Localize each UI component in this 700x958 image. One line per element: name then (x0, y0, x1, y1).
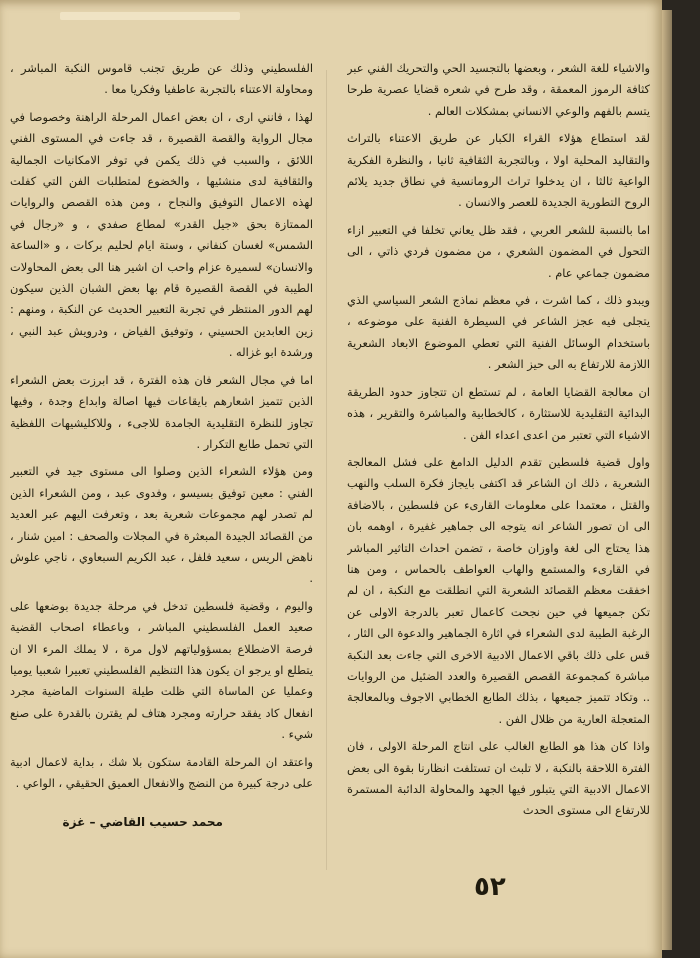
author-signature: محمد حسيب القاضي – غزة (62, 815, 223, 830)
paper-tab-strip (60, 12, 240, 20)
article-columns (10, 58, 650, 898)
paragraph: واليوم ، وقضية فلسطين تدخل في مرحلة جديدة بوضعها على صعيد العمل الفلسطيني المباشر ، وباعطاء اصحاب القضية فرصة الاضطلاع بمسؤولياتهم لاول مرة ، لا يملك المرء الا ان يتطلع او يرجو ان يكون هذا التنظيم الفلسطيني تعبيرا شعبيا يوميا وعمليا عن الماساة التي ظلت طيلة السنوات الماضية مجرد انفعال كاد يفقد حرارته ومجرد هتاف لم يقترن بالقدرة على صنع شيء . (10, 598, 313, 742)
paragraph: واذا كان هذا هو الطابع الغالب على انتاج المرحلة الاولى ، فان الفترة اللاحقة بالنكبة ، لا تلبث ان تستلفت انظارنا بقوة الى بعض الاعمال الادبية التي يتبلور فيها الجهد والمحاولة الدائبة المستمرة للارتفاع الى مستوى الحدث (347, 739, 650, 818)
paragraph: لقد استطاع هؤلاء القراء الكبار عن طريق الاعتناء بالتراث والتقاليد المحلية اولا ، وبالتجربة الثقافية ثانيا ، والنظرة الفكرية الواعية ثالثا ، ان يدخلوا تراث الرومانسية في نطاق جديد يلائم الروح التطورية الجديدة للعصر والانسان . (347, 131, 650, 210)
page-number: ٥٢ (474, 872, 506, 902)
paragraph: واول قضية فلسطين تقدم الدليل الدامغ على فشل المعالجة الشعرية ، ذلك ان الشاعر قد اكتفى بايجاز فكرة السلب والنهب والقتل ، معتمدا على معلومات القارىء عن فلسطين ، بالاضافة الى ان تصور الشاعر انه يتوجه الى جماهير غفيرة ، اوهمه بان هذا يحتاج الى لغة واوزان خاصة ، تضمن احداث التاثير المباشر في القارىء والمستمع والهاب العواطف بالحماس ، ومن هنا اخفقت معظم القصائد الشعرية التي انطلقت مع النكبة ، ان لم تكن جميعها في حين نجحت كاعمال تعبر بالدرجة الاولى عن الرغبة الطيبة لدى الشعراء في اثارة الجماهير والدعوة الى الثار ، قس على ذلك باقي الاعمال الادبية الاخرى التي جاءت بعد النكبة مباشرة كمجموعة القصص القصيرة والعدد الضئيل من الروايات .. وتكاد تتميز جميعها ، بذلك الطابع الخطابي الاجوف وبالمعالجة المتعجلة العارية من ظلال الفن . (347, 454, 650, 726)
paragraph: الفلسطيني وذلك عن طريق تجنب قاموس النكبة المباشر ، ومحاولة الاعتناء بالتجربة عاطفيا وفكريا معا . (10, 61, 313, 97)
paragraph: ويبدو ذلك ، كما اشرت ، في معظم نماذج الشعر السياسي الذي يتجلى فيه عجز الشاعر في السيطرة الفنية على موضوعه ، باستخدام الوسائل الفنية التي تعطي الموضوع الابعاد الشعرية اللازمة للارتفاع به الى حيز الشعر . (347, 293, 650, 372)
paragraph: والاشياء للغة الشعر ، وبعضها بالتجسيد الحي والتحريك الفني عبر كثافة الرموز المعمقة ، وقد طرح في شعره قضايا عصرية طرحا يتسم بالفهم والوعي الانساني بمشكلات العالم . (347, 61, 650, 118)
left-column (10, 58, 313, 898)
paragraph: واعتقد ان المرحلة القادمة ستكون بلا شك ، بداية لاعمال ادبية على درجة كبيرة من النضج والانفعال العميق الحقيقي ، الواعي . (10, 754, 313, 790)
paragraph: ان معالجة القضايا العامة ، لم تستطع ان تتجاوز حدود الطريقة البدائية التقليدية للاستثارة ، كالخطابية والمباشرة والتقرير ، هذه الاشياء التي تعتبر من اعدى اعداء الفن . (347, 384, 650, 442)
paragraph: اما بالنسبة للشعر العربي ، فقد ظل يعاني تخلفا في التعبير ازاء التحول في المضمون الشعري ، من مضمون فردي ذاتي ، الى مضمون جماعي عام . (347, 222, 650, 280)
paragraph: لهذا ، فانني ارى ، ان بعض اعمال المرحلة الراهنة وخصوصا في مجال الرواية والقصة القصيرة ، قد جاءت في المستوى الفني اللائق ، والسبب في ذلك يكمن في توفر الامكانيات الجمالية والثقافية لدى منشئيها ، والخضوع لمتطلبات الفن التي كفلت لهذه الاعمال التوفيق والنجاح ، ومن هذه القصص والروايات الممتازة بحق «جيل القدر» لمطاع صفدي ، و «رجال في الشمس» لغسان كنفاني ، وستة ايام لحليم بركات ، و «الساعة والانسان» لسميرة عزام واحب ان اشير هنا الى بعض المحاولات الطيبة في القصة القصيرة قام بها بعض الشبان الذين سيكون لهم الدور المنتظر في تجربة التعبير الحديث عن النكبة ، ومنهم : زين العابدين الحسيني ، وتوفيق الفياض ، ودرويش عبد النبي ، ورشدة ابو غزاله . (10, 109, 313, 360)
paragraph: ومن هؤلاء الشعراء الذين وصلوا الى مستوى جيد في التعبير الفني : معين توفيق بسيسو ، وفدوى عبد ، ومن الشعراء الذين لم تصدر لهم مجموعات شعرية بعد ، وتعرفت اليهم عبر العديد من القصائد الجيدة المبعثرة في المجلات والصحف : امين شنار ، ناهض الريس ، سعيد فلفل ، عبد الكريم السبعاوي ، ناجي علوش . (10, 464, 313, 586)
right-column (347, 58, 650, 898)
page-edge (662, 10, 672, 950)
paragraph: اما في مجال الشعر فان هذه الفترة ، قد ابرزت بعض الشعراء الذين تتميز اشعارهم بايقاعات فيها اصالة وابداع وجدة ، وفيها تجاوز للنظرة التقليدية الجامدة للاجىء ، وللاكليشيهات اللفظية التي تحمل طابع التكرار . (10, 372, 313, 451)
